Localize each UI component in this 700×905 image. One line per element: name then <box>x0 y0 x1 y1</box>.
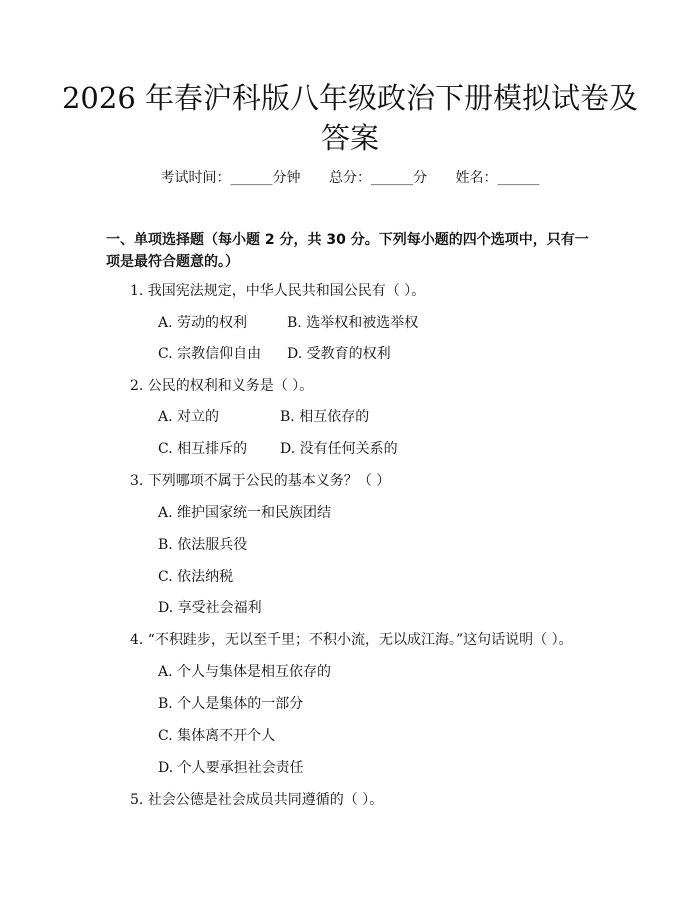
option-4c: C. 集体离不开个人 <box>158 728 276 744</box>
option-1a: A. 劳动的权利 <box>158 315 248 331</box>
option-4a: A. 个人与集体是相互依存的 <box>158 664 332 680</box>
page-title: 2026 年春沪科版八年级政治下册模拟试卷及答案 <box>61 81 639 155</box>
option-1d: D. 受教育的权利 <box>287 346 391 362</box>
question-1: 1. 我国宪法规定，中华人民共和国公民有（ ）。 <box>130 283 426 299</box>
option-2a: A. 对立的 <box>158 409 220 425</box>
option-3a: A. 维护国家统一和民族团结 <box>158 505 332 521</box>
option-2b: B. 相互依存的 <box>280 409 370 425</box>
question-5: 5. 社会公德是社会成员共同遵循的（ ）。 <box>130 792 384 808</box>
option-3b: B. 依法服兵役 <box>158 537 248 553</box>
option-2c: C. 相互排斥的 <box>158 441 248 457</box>
question-2: 2. 公民的权利和义务是（ ）。 <box>130 378 314 394</box>
option-3d: D. 享受社会福利 <box>158 600 262 616</box>
exam-meta <box>0 168 700 188</box>
exam-name: 姓名：______ <box>455 170 540 186</box>
question-4: 4. “不积跬步，无以至千里；不积小流，无以成江海。”这句话说明（ ）。 <box>130 632 573 648</box>
exam-time: 考试时间：______分钟 <box>160 170 301 186</box>
exam-score: 总分：______分 <box>329 170 427 186</box>
option-4d: D. 个人要承担社会责任 <box>158 760 304 776</box>
option-1c: C. 宗教信仰自由 <box>158 346 262 362</box>
question-3: 3. 下列哪项不属于公民的基本义务？（ ） <box>130 473 391 489</box>
section-heading: 一、单项选择题（每小题 2 分，共 30 分。下列每小题的四个选项中，只有一项是最符合题意的。） <box>106 232 589 270</box>
option-3c: C. 依法纳税 <box>158 569 234 585</box>
option-4b: B. 个人是集体的一部分 <box>158 696 304 712</box>
option-2d: D. 没有任何关系的 <box>280 441 398 457</box>
option-1b: B. 选举权和被选举权 <box>287 315 419 331</box>
